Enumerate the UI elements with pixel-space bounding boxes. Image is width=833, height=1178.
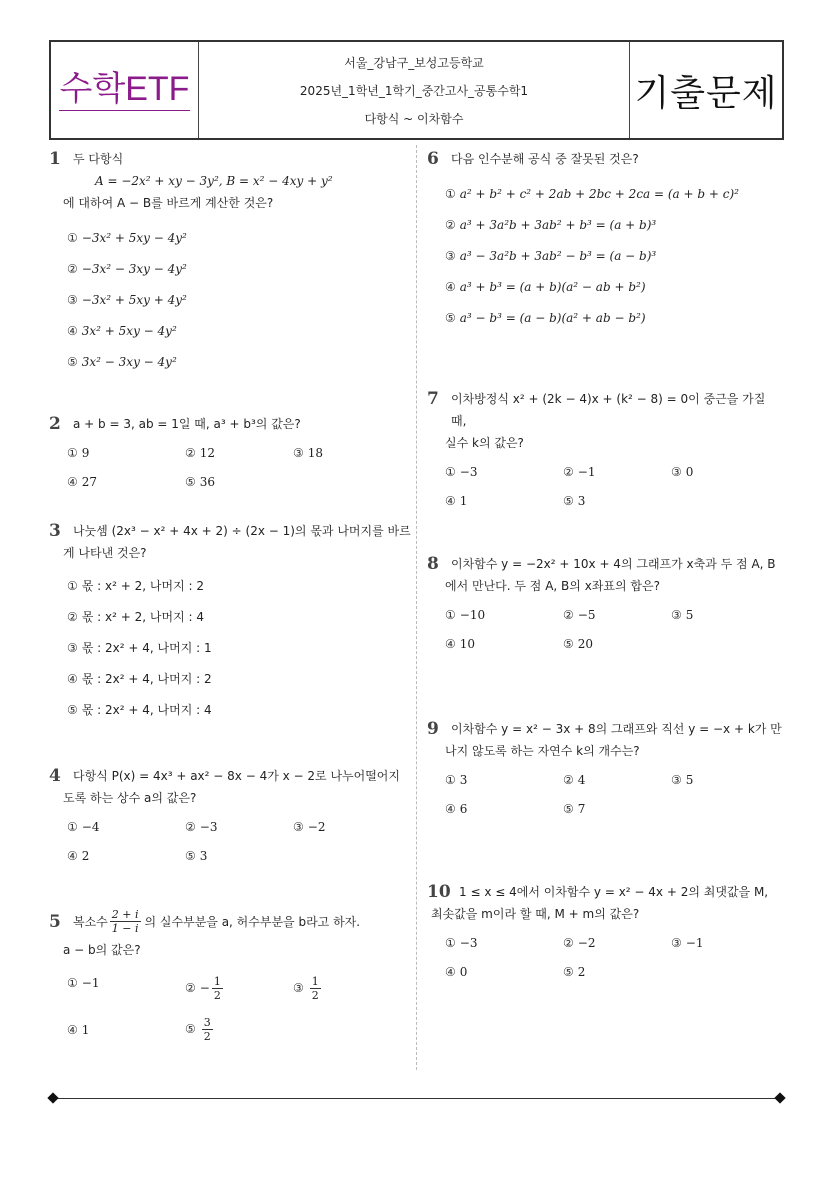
choices [49,975,411,1043]
choice-5[interactable]: ⑤ 3 [563,494,586,508]
choice-5[interactable]: ⑤ 36 [185,475,216,489]
logo: 수학ETF [59,69,191,111]
question-1 [49,148,411,385]
school-name: 서울_강남구_보성고등학교 [344,55,484,70]
choice-3[interactable]: ③ 5 [671,773,694,787]
question-text: 에서 만난다. 두 점 A, B의 x좌표의 합은? [445,579,660,593]
choice-5[interactable]: ⑤ 20 [563,637,594,651]
choices [49,819,411,864]
question-number: 3 [49,521,61,541]
choice-2[interactable]: ② 4 [563,773,586,787]
question-number: 2 [49,414,61,434]
choice-2[interactable]: ② −1 [563,465,596,479]
question-text: 의 실수부분을 a, 허수부분을 b라고 하자. [144,914,361,929]
exam-scope: 다항식 ~ 이차함수 [364,111,464,126]
badge-cell [630,42,782,138]
choice-2[interactable]: ② a³ + 3a²b + 3ab² + b³ = (a + b)³ [445,218,657,232]
question-number: 5 [49,911,61,932]
question-number: 6 [427,149,439,169]
question-10 [427,881,784,980]
choices [427,186,784,326]
choice-1[interactable]: ① −3 [445,936,478,950]
column-divider [416,145,417,1070]
choice-2[interactable]: ② −3x² − 3xy − 4y² [67,262,187,276]
question-text: 두 다항식 [73,152,124,166]
choice-1[interactable]: ① 3 [445,773,468,787]
choice-4[interactable]: ④ 몫 : 2x² + 4, 나머지 : 2 [67,672,212,686]
question-6 [427,148,784,341]
question-3 [49,520,411,733]
question-formula: A = −2x² + xy − 3y², B = x² − 4xy + y² [95,174,333,188]
question-7 [427,388,784,509]
choice-1[interactable]: ① 9 [67,446,90,460]
choice-1[interactable]: ① a² + b² + c² + 2ab + 2bc + 2ca = (a + b + c)² [445,187,739,201]
question-text: 나눗셈 (2x³ − x² + 4x + 2) ÷ (2x − 1)의 몫과 나머지를 바르 [73,524,411,538]
question-8 [427,553,784,652]
choice-5[interactable]: ⑤ a³ − b³ = (a − b)(a² + ab − b²) [445,311,646,325]
choice-3[interactable]: ③ 18 [293,446,324,460]
badge-title: 기출문제 [634,72,778,114]
choice-1[interactable]: ① −10 [445,608,486,622]
question-number: 8 [427,554,439,574]
question-text: a + b = 3, ab = 1일 때, a³ + b³의 값은? [73,417,301,431]
question-text: 실수 k의 값은? [445,436,524,450]
choice-2[interactable]: ② − $\frac{1}{2}$ [185,975,221,1002]
question-text: 1 ≤ x ≤ 4에서 이차함수 y = x² − 4x + 2의 최댓값을 M, [459,885,769,899]
choice-5[interactable]: ⑤ 몫 : 2x² + 4, 나머지 : 4 [67,703,212,717]
choice-3[interactable]: ③ −1 [671,936,704,950]
choice-4[interactable]: ④ 2 [67,849,90,863]
footer-diamond-right [774,1092,785,1103]
choice-4[interactable]: ④ 27 [67,475,98,489]
exam-info [199,42,630,138]
choice-5[interactable]: ⑤ 7 [563,802,586,816]
question-number: 4 [49,766,61,786]
choice-4[interactable]: ④ 0 [445,965,468,979]
choice-2[interactable]: ② −3 [185,820,218,834]
choice-2[interactable]: ② −5 [563,608,596,622]
exam-title: 2025년_1학년_1학기_중간고사_공통수학1 [299,83,529,98]
question-text: 다음 인수분해 공식 중 잘못된 것은? [451,152,639,166]
choice-2[interactable]: ② 12 [185,446,216,460]
question-number: 10 [427,882,451,902]
question-text: 나지 않도록 하는 자연수 k의 개수는? [445,744,640,758]
choice-4[interactable]: ④ 10 [445,637,476,651]
choice-5[interactable]: ⑤ 3 [185,849,208,863]
choices [49,578,411,718]
choice-3[interactable]: ③ 몫 : 2x² + 4, 나머지 : 1 [67,641,212,655]
question-4 [49,765,411,864]
choice-3[interactable]: ③ $\frac{1}{2}$ [293,975,319,1002]
choices [427,772,784,817]
choice-3[interactable]: ③ 0 [671,465,694,479]
choice-2[interactable]: ② 몫 : x² + 2, 나머지 : 4 [67,610,204,624]
question-text: 이차함수 y = x² − 3x + 8의 그래프와 직선 y = −x + k가 만 [451,722,782,736]
choice-4[interactable]: ④ 1 [67,1023,90,1037]
choice-1[interactable]: ① 몫 : x² + 2, 나머지 : 2 [67,579,204,593]
question-text: 이차방정식 x² + (2k − 4)x + (k² − 8) = 0이 중근을 가질 때, [451,392,766,428]
question-text: 도록 하는 상수 a의 값은? [63,791,197,805]
question-text: 게 나타낸 것은? [63,546,147,560]
choices [427,935,784,980]
logo-cell [51,42,199,138]
complex-fraction: $\frac{2 + i}{1 - i}$ [111,908,139,935]
choice-1[interactable]: ① −3 [445,465,478,479]
question-number: 9 [427,719,439,739]
question-number: 1 [49,149,61,169]
choice-4[interactable]: ④ 1 [445,494,468,508]
choice-2[interactable]: ② −2 [563,936,596,950]
question-5 [49,908,411,1043]
choices [49,230,411,370]
question-text: 에 대하여 A − B를 바르게 계산한 것은? [63,196,274,210]
choice-5[interactable]: ⑤ 3x² − 3xy − 4y² [67,355,177,369]
choice-5[interactable]: ⑤ 2 [563,965,586,979]
choice-4[interactable]: ④ 6 [445,802,468,816]
question-9 [427,718,784,817]
choice-5[interactable]: ⑤ $\frac{3}{2}$ [185,1016,211,1043]
choice-3[interactable]: ③ a³ − 3a²b + 3ab² − b³ = (a − b)³ [445,249,657,263]
question-text: 다항식 P(x) = 4x³ + ax² − 8x − 4가 x − 2로 나누어떨어지 [73,769,400,783]
choice-1[interactable]: ① −4 [67,820,100,834]
question-text: 복소수 [73,914,108,929]
choice-4[interactable]: ④ 3x² + 5xy − 4y² [67,324,177,338]
question-2 [49,413,411,490]
choice-1[interactable]: ① −1 [67,976,100,990]
question-text: 이차함수 y = −2x² + 10x + 4의 그래프가 x축과 두 점 A, B [451,557,776,571]
choices [427,607,784,652]
question-text: a − b의 값은? [63,943,141,957]
question-text: 최솟값을 m이라 할 때, M + m의 값은? [431,907,640,921]
footer-rule [52,1098,780,1099]
exam-header [49,40,784,140]
choice-3[interactable]: ③ −2 [293,820,326,834]
choice-4[interactable]: ④ a³ + b³ = (a + b)(a² − ab + b²) [445,280,646,294]
choice-3[interactable]: ③ 5 [671,608,694,622]
question-number: 7 [427,389,439,409]
choices [427,464,784,509]
choice-3[interactable]: ③ −3x² + 5xy + 4y² [67,293,187,307]
footer-diamond-left [47,1092,58,1103]
choices [49,445,411,490]
choice-1[interactable]: ① −3x² + 5xy − 4y² [67,231,187,245]
